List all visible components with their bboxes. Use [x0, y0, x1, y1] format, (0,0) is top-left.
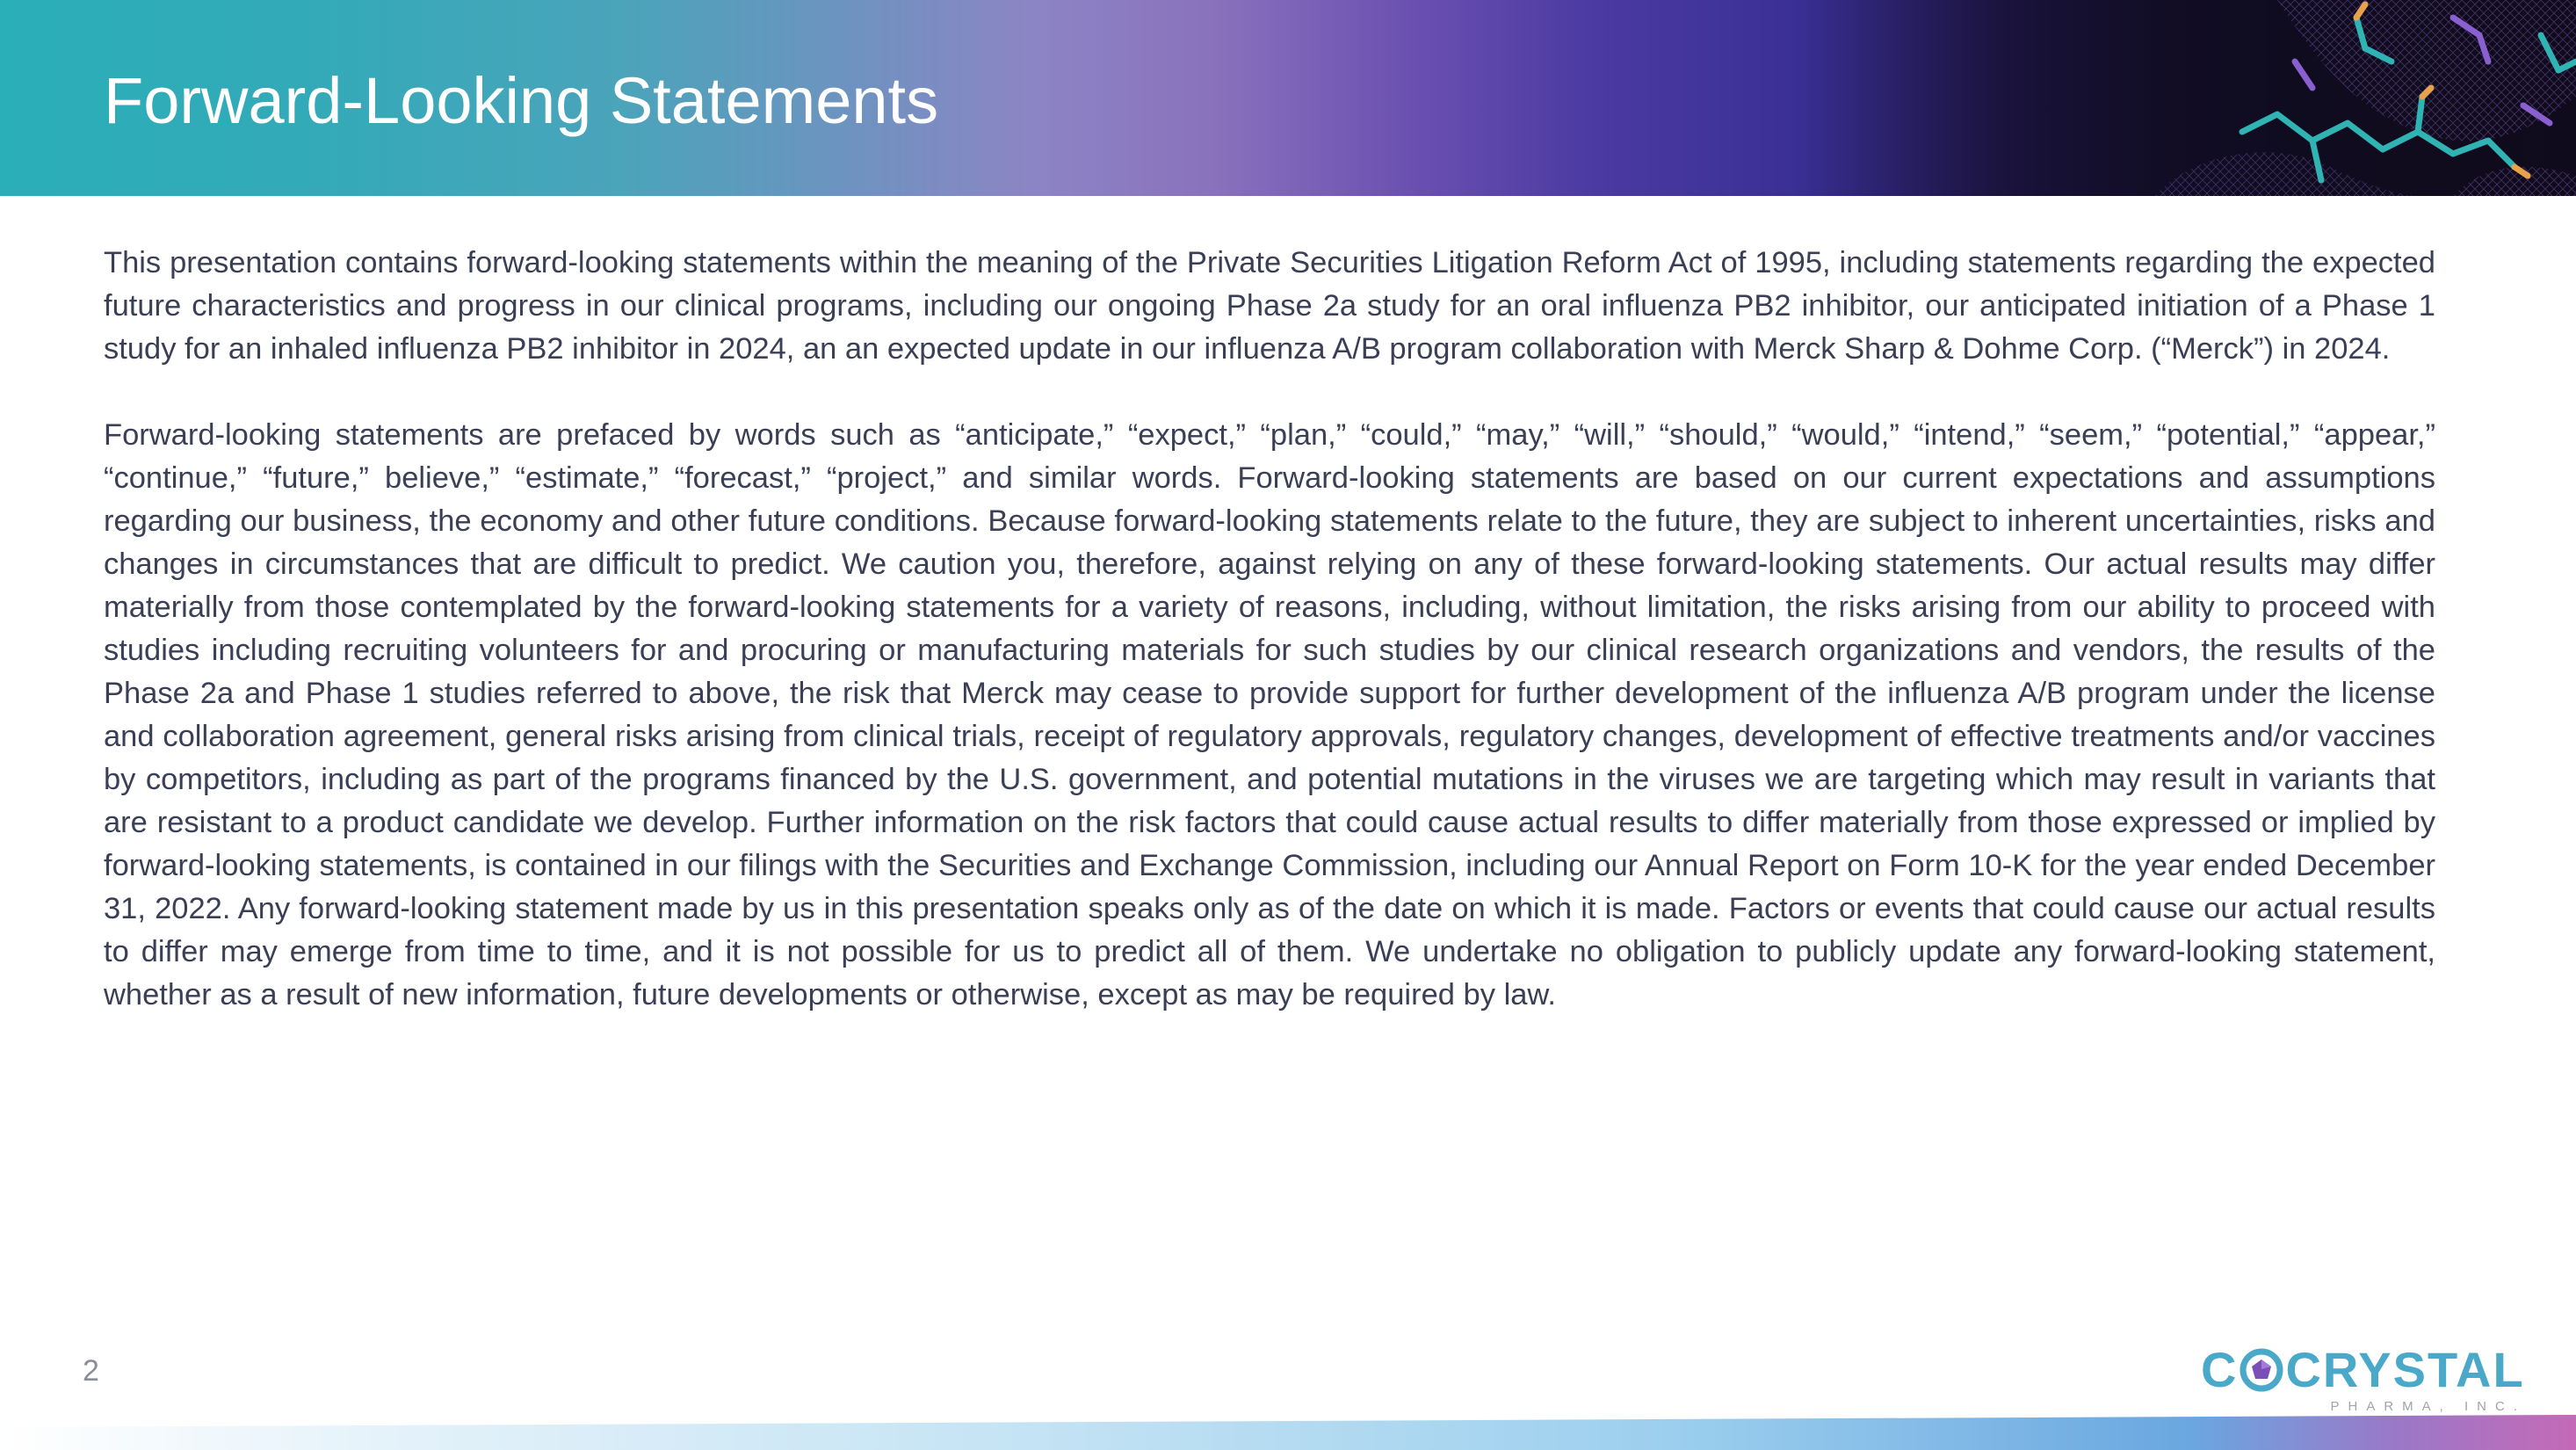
logo-subtitle: PHARMA, INC. [2330, 1399, 2526, 1414]
logo-name-start: C [2201, 1342, 2239, 1397]
disclaimer-body [104, 242, 2435, 1060]
logo-name-end: CRYSTAL [2285, 1342, 2525, 1397]
paragraph-intro: This presentation contains forward-looking statements within the meaning of the Private Securities Litigation Reform Act of 1995, including statements regarding the expected future characteristics and progress in our clinical programs, including our ongoing Phase 2a study for an oral influenza PB2 inhibitor, our anticipated initiation of a Phase 1 study for an inhaled influenza PB2 inhibitor in 2024, an an expected update in our influenza A/B program collaboration with Merck Sharp & Dohme Corp. (“Merck”) in 2024. [104, 246, 2435, 366]
header-banner [0, 0, 2576, 196]
crystal-logo-icon [2240, 1348, 2283, 1392]
page-number: 2 [83, 1354, 99, 1388]
page-title: Forward-Looking Statements [104, 64, 939, 137]
molecular-structure-icon [1785, 0, 2576, 196]
footer-decoration [0, 1415, 2576, 1450]
paragraph-risk-factors: Forward-looking statements are prefaced by words such as “anticipate,” “expect,” “plan,” “could,” “may,” “will,” “should,” “would,” “intend,” “seem,” “potential,” “appear,” “continue,” “future,” believe,” “estimate,” “forecast,” “project,” and similar words. Forward-looking statements are based on our current expectations and assumptions regarding our business, the economy and other future conditions. Because forward-looking statements relate to the future, they are subject to inherent uncertainties, risks and changes in circumstances that are difficult to predict. We caution you, therefore, against relying on any of these forward-looking statements. Our actual results may differ materially from those contemplated by the forward-looking statements for a variety of reasons, including, without limitation, the risks arising from our ability to proceed with studies including recruiting volunteers for and procuring or manufacturing materials for such studies by our clinical research organizations and vendors, the results of the Phase 2a and Phase 1 studies referred to above, the risk that Merck may cease to provide support for further development of the influenza A/B program under the license and collaboration agreement, general risks arising from clinical trials, receipt of regulatory approvals, regulatory changes, development of effective treatments and/or vaccines by competitors, including as part of the programs financed by the U.S. government, and potential mutations in the viruses we are targeting which may result in variants that are resistant to a product candidate we develop. Further information on the risk factors that could cause actual results to differ materially from those expressed or implied by forward-looking statements, is contained in our filings with the Securities and Exchange Commission, including our Annual Report on Form 10-K for the year ended December 31, 2022. Any forward-looking statement made by us in this presentation speaks only as of the date on which it is made. Factors or events that could cause our actual results to differ may emerge from time to time, and it is not possible for us to predict all of them. We undertake no obligation to publicly update any forward-looking statement, whether as a result of new information, future developments or otherwise, except as may be required by law. [104, 418, 2435, 1011]
company-logo [2201, 1342, 2535, 1421]
